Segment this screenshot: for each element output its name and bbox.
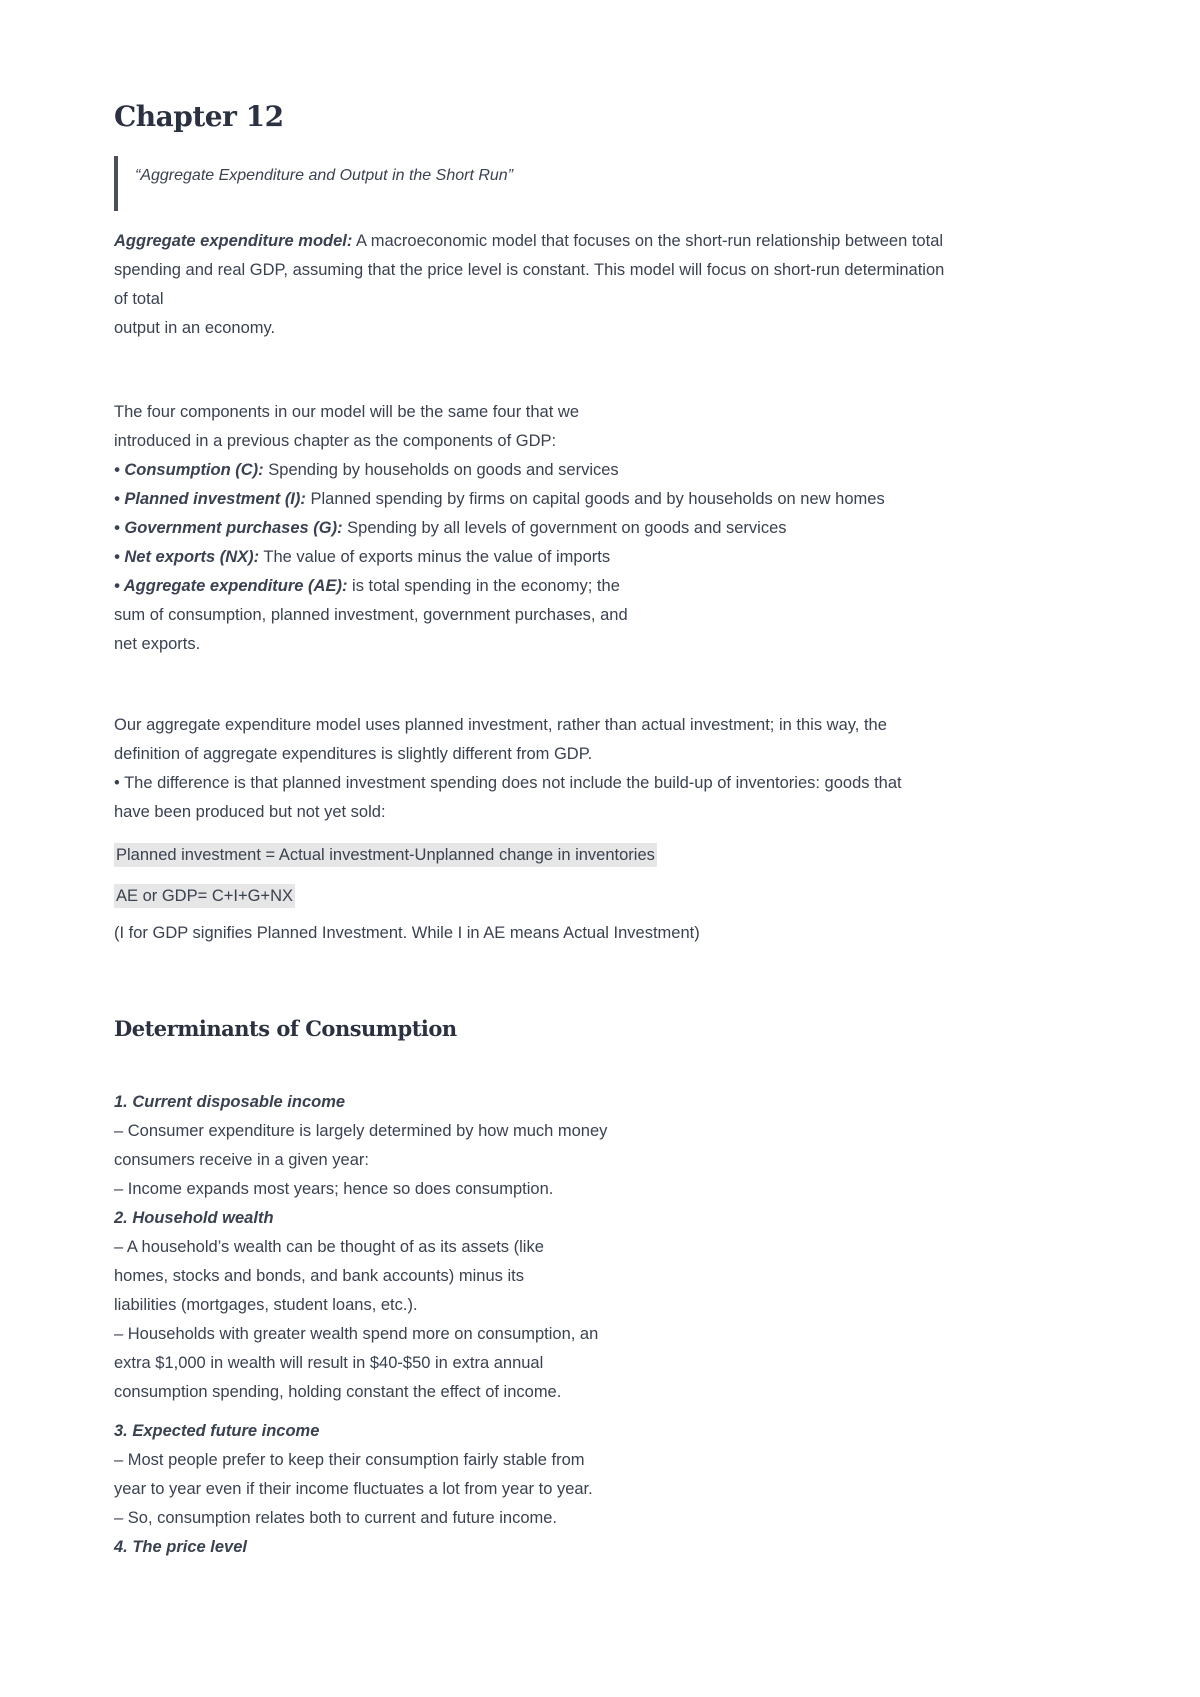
determinant-2-line-4: – Households with greater wealth spend more on consumption, an — [114, 1325, 599, 1343]
determinant-3-line-3: – So, consumption relates both to current and future income. — [114, 1509, 558, 1527]
determinant-1-title: 1. Current disposable income — [114, 1093, 346, 1111]
determinant-1-line-1: – Consumer expenditure is largely determined by how much money — [114, 1122, 608, 1140]
formula-ae-gdp: AE or GDP= C+I+G+NX — [114, 884, 295, 908]
ae-continued-1: sum of consumption, planned investment, government purchases, and — [114, 606, 628, 624]
determinants-list-a — [114, 1088, 1044, 1407]
component-aggregate-expenditure: • Aggregate expenditure (AE): is total spending in the economy; the — [114, 577, 620, 595]
ae-model-definition — [114, 227, 1044, 343]
determinants-heading: Determinants of Consumption — [114, 1016, 457, 1041]
component-net-exports: • Net exports (NX): The value of exports minus the value of imports — [114, 548, 611, 566]
determinant-2-line-5: extra $1,000 in wealth will result in $40-$50 in extra annual — [114, 1354, 544, 1372]
ae-model-line-1: Aggregate expenditure model: A macroeconomic model that focuses on the short-run relationship between total — [114, 232, 944, 250]
determinant-2-line-1: – A household’s wealth can be thought of as its assets (like — [114, 1238, 544, 1256]
determinant-3-line-1: – Most people prefer to keep their consumption fairly stable from — [114, 1451, 585, 1469]
determinant-3-line-2: year to year even if their income fluctuates a lot from year to year. — [114, 1480, 593, 1498]
planned-line-2: definition of aggregate expenditures is slightly different from GDP. — [114, 745, 593, 763]
chapter-title: Chapter 12 — [114, 100, 284, 133]
determinant-2-title: 2. Household wealth — [114, 1209, 274, 1227]
component-planned-investment: • Planned investment (I): Planned spending by firms on capital goods and by households on new homes — [114, 490, 885, 508]
investment-note: (I for GDP signifies Planned Investment. While I in AE means Actual Investment) — [114, 924, 700, 942]
planned-line-4: have been produced but not yet sold: — [114, 803, 386, 821]
formula-2-row — [114, 882, 1044, 911]
ae-model-line-4: output in an economy. — [114, 319, 276, 337]
formula-1-row — [114, 841, 1044, 870]
component-consumption: • Consumption (C): Spending by households on goods and services — [114, 461, 619, 479]
determinant-1-line-3: – Income expands most years; hence so does consumption. — [114, 1180, 554, 1198]
subtitle-quote: “Aggregate Expenditure and Output in the Short Run” — [114, 156, 513, 211]
determinant-2-line-3: liabilities (mortgages, student loans, etc.). — [114, 1296, 418, 1314]
determinant-4-title: 4. The price level — [114, 1538, 247, 1556]
planned-line-3: • The difference is that planned investment spending does not include the build-up of inventories: goods that — [114, 774, 902, 792]
ae-model-line-2: spending and real GDP, assuming that the price level is constant. This model will focus on short-run determination — [114, 261, 945, 279]
components-section — [114, 398, 1044, 659]
planned-investment-section — [114, 711, 1044, 827]
component-government-purchases: • Government purchases (G): Spending by all levels of government on goods and services — [114, 519, 787, 537]
determinant-1-line-2: consumers receive in a given year: — [114, 1151, 369, 1169]
determinant-3-title: 3. Expected future income — [114, 1422, 320, 1440]
formula-planned-investment: Planned investment = Actual investment-Unplanned change in inventories — [114, 843, 657, 867]
components-intro-2: introduced in a previous chapter as the components of GDP: — [114, 432, 557, 450]
determinant-2-line-2: homes, stocks and bonds, and bank accounts) minus its — [114, 1267, 524, 1285]
ae-continued-2: net exports. — [114, 635, 201, 653]
ae-model-line-3: of total — [114, 290, 164, 308]
components-intro-1: The four components in our model will be the same four that we — [114, 403, 579, 421]
determinants-list-b — [114, 1417, 1044, 1562]
planned-line-1: Our aggregate expenditure model uses planned investment, rather than actual investment; in this way, the — [114, 716, 887, 734]
determinant-2-line-6: consumption spending, holding constant the effect of income. — [114, 1383, 562, 1401]
ae-model-term: Aggregate expenditure model: — [114, 232, 353, 250]
